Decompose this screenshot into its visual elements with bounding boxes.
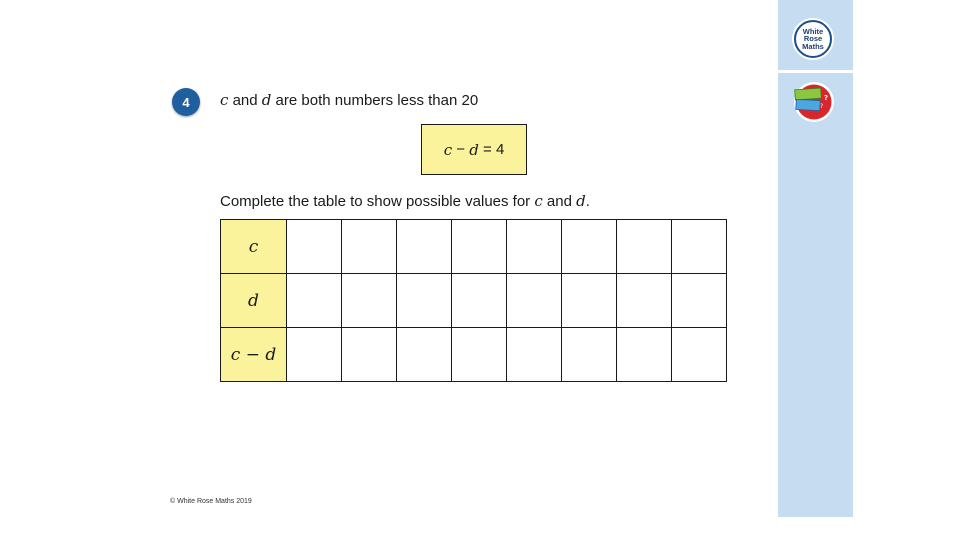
answer-cell[interactable] xyxy=(672,274,727,328)
answer-cell[interactable] xyxy=(287,274,342,328)
instruction-part: Complete the table to show possible values for xyxy=(220,193,535,210)
answer-cell[interactable] xyxy=(397,220,452,274)
math-variable: c xyxy=(534,192,543,210)
math-variable: d xyxy=(261,91,272,109)
table-row xyxy=(221,220,727,274)
equation-operator: − xyxy=(452,141,470,158)
svg-text:?: ? xyxy=(820,103,824,110)
answer-cell[interactable] xyxy=(562,274,617,328)
answer-cell[interactable] xyxy=(342,274,397,328)
row-header-c: c xyxy=(221,220,287,274)
instruction-part: and xyxy=(542,193,577,210)
answer-cell[interactable] xyxy=(617,274,672,328)
instruction-text xyxy=(220,192,590,210)
answer-cell[interactable] xyxy=(617,220,672,274)
answer-cell[interactable] xyxy=(672,220,727,274)
equation-box xyxy=(421,124,527,175)
sidebar-divider xyxy=(778,70,853,73)
answer-cell[interactable] xyxy=(452,274,507,328)
logo-line-3: Maths xyxy=(802,41,824,51)
row-header-c-minus-d: c − d xyxy=(221,328,287,382)
answer-cell[interactable] xyxy=(562,220,617,274)
question-text-part: and xyxy=(228,92,262,109)
white-rose-maths-logo xyxy=(792,18,834,60)
logo-line-2: Rose xyxy=(803,34,823,44)
answer-cell[interactable] xyxy=(617,328,672,382)
answer-cell[interactable] xyxy=(287,328,342,382)
svg-text:?: ? xyxy=(824,94,829,102)
answer-cell[interactable] xyxy=(342,328,397,382)
instruction-part: . xyxy=(585,193,590,210)
answer-cell[interactable] xyxy=(507,328,562,382)
equation-result: = 4 xyxy=(478,141,505,158)
question-number-badge: 4 xyxy=(172,88,200,116)
answer-table xyxy=(220,219,727,382)
answer-cell[interactable] xyxy=(397,328,452,382)
answer-cell[interactable] xyxy=(452,220,507,274)
sidebar-panel xyxy=(778,0,853,517)
table-row xyxy=(221,274,727,328)
math-variable: c xyxy=(220,91,229,109)
math-variable: d xyxy=(469,140,479,159)
answer-cell[interactable] xyxy=(342,220,397,274)
row-header-d: d xyxy=(221,274,287,328)
answer-cell[interactable] xyxy=(507,220,562,274)
answer-cell[interactable] xyxy=(397,274,452,328)
question-text-part: are both numbers less than 20 xyxy=(271,92,479,109)
answer-cell[interactable] xyxy=(672,328,727,382)
answer-cell[interactable] xyxy=(452,328,507,382)
math-variable: d xyxy=(576,192,586,210)
math-variable: c xyxy=(443,140,453,159)
answer-cell[interactable] xyxy=(507,274,562,328)
answer-cell[interactable] xyxy=(287,220,342,274)
answer-cell[interactable] xyxy=(562,328,617,382)
table-row xyxy=(221,328,727,382)
copyright-footer: © White Rose Maths 2019 xyxy=(170,498,252,505)
topic-icon xyxy=(793,81,835,123)
logo-line-1: White xyxy=(802,26,824,36)
question-text xyxy=(220,91,478,109)
